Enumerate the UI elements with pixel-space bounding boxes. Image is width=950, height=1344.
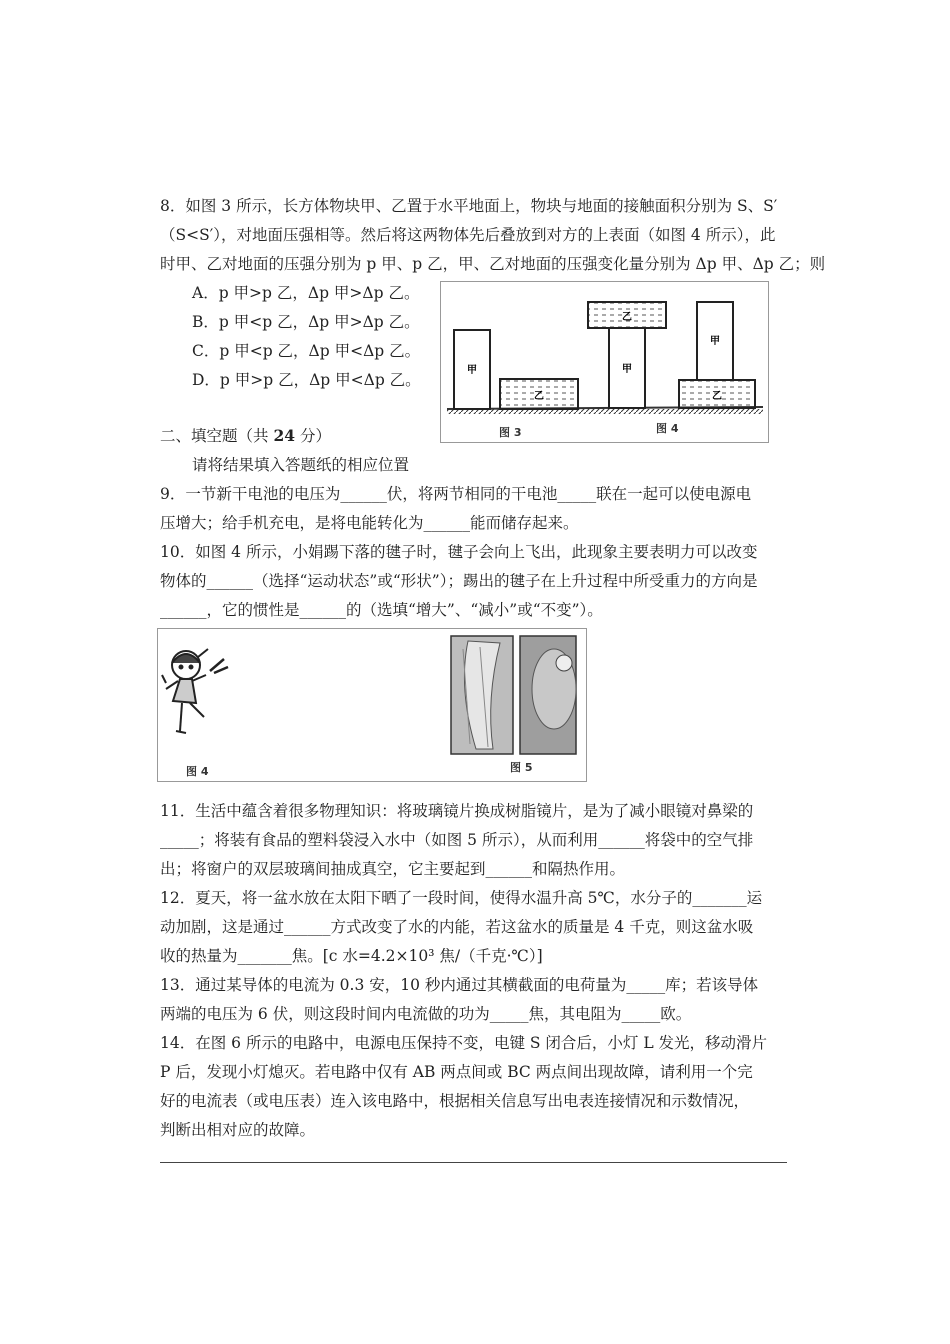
q11-line-2: _____；将装有食品的塑料袋浸入水中（如图 5 所示），从而利用______将袋中的空气排 — [160, 831, 754, 849]
section-2-instruction: 请将结果填入答题纸的相应位置 — [192, 456, 410, 474]
figure-4-caption: 图 4 — [656, 422, 679, 435]
q10-line-3: ______，它的惯性是______的（选填“增大”、“减小”或“不变”）。 — [160, 601, 603, 619]
q11-line-1: 11．生活中蕴含着很多物理知识：将玻璃镜片换成树脂镜片，是为了减小眼镜对鼻梁的 — [160, 802, 754, 820]
figure-4-5 — [157, 628, 587, 782]
q11-line-3: 出；将窗户的双层玻璃间抽成真空，它主要起到______和隔热作用。 — [160, 860, 626, 878]
q10-line-2: 物体的______（选择“运动状态”或“形状”）；踢出的毽子在上升过程中所受重力的方向是 — [160, 572, 758, 590]
section-2-heading-suffix: 分） — [295, 427, 331, 445]
q8-option-c: C．p 甲<p 乙，Δp 甲<Δp 乙。 — [192, 342, 421, 360]
fig3-block-jia: 甲 — [467, 365, 477, 376]
section-2-heading-prefix: 二、填空题（共 — [160, 427, 274, 445]
q8-line-2: （S<S′），对地面压强相等。然后将这两物体先后叠放到对方的上表面（如图 4 所示），此 — [160, 226, 776, 244]
section-2-heading — [160, 426, 331, 446]
q8-line-3: 时甲、乙对地面的压强分别为 p 甲、p 乙，甲、乙对地面的压强变化量分别为 Δp 甲、Δp 乙；则 — [160, 255, 826, 273]
fig3-block-yi: 乙 — [534, 391, 544, 402]
figure-4-kid-caption: 图 4 — [186, 765, 209, 778]
q14-line-4: 判断出相对应的故障。 — [160, 1121, 316, 1139]
q13-line-2: 两端的电压为 6 伏，则这段时间内电流做的功为_____焦，其电阻为_____欧。 — [160, 1005, 692, 1023]
q12-line-1: 12．夏天，将一盆水放在太阳下晒了一段时间，使得水温升高 5℃，水分子的_______运 — [160, 889, 763, 907]
fig4-bottom-yi: 乙 — [712, 391, 722, 402]
q9-line-1: 9．一节新干电池的电压为______伏，将两节相同的干电池_____联在一起可以使电源电 — [160, 485, 752, 503]
q12-line-2: 动加剧，这是通过______方式改变了水的内能，若这盆水的质量是 4 千克，则这盆水吸 — [160, 918, 754, 936]
q14-line-3: 好的电流表（或电压表）连入该电路中，根据相关信息写出电表连接情况和示数情况， — [160, 1092, 750, 1110]
q9-line-2: 压增大；给手机充电，是将电能转化为______能而储存起来。 — [160, 514, 579, 532]
kid-illustration — [162, 649, 228, 733]
q13-line-1: 13．通过某导体的电流为 0.3 安，10 秒内通过其横截面的电荷量为_____库；若该导体 — [160, 976, 759, 994]
q10-line-1: 10．如图 4 所示，小娟踢下落的毽子时，毽子会向上飞出，此现象主要表明力可以改变 — [160, 543, 758, 561]
figure-3-caption: 图 3 — [499, 426, 522, 439]
answer-line — [160, 1162, 787, 1163]
figure-5-caption: 图 5 — [510, 761, 533, 774]
q14-line-2: P 后，发现小灯熄灭。若电路中仅有 AB 两点间或 BC 两点间出现故障，请利用一个完 — [160, 1063, 753, 1081]
figure-3-4-drawing — [441, 282, 768, 442]
figure-3-4 — [440, 281, 769, 443]
q8-line-1: 8．如图 3 所示，长方体物块甲、乙置于水平地面上，物块与地面的接触面积分别为 S、S′ — [160, 197, 778, 215]
q14-line-1: 14．在图 6 所示的电路中，电源电压保持不变，电键 S 闭合后，小灯 L 发光，移动滑片 — [160, 1034, 768, 1052]
section-2-points: 24 — [273, 426, 296, 445]
fig4-top-jia: 甲 — [710, 336, 720, 347]
q8-option-a: A．p 甲>p 乙，Δp 甲>Δp 乙。 — [192, 284, 420, 302]
q8-option-b: B．p 甲<p 乙，Δp 甲>Δp 乙。 — [192, 313, 420, 331]
fig4-bottom-jia: 甲 — [622, 364, 632, 375]
fig4-top-yi: 乙 — [622, 312, 632, 323]
q8-option-d: D．p 甲>p 乙，Δp 甲<Δp 乙。 — [192, 371, 421, 389]
q12-line-3: 收的热量为_______焦。[c 水=4.2×10³ 焦/（千克·℃）] — [160, 947, 543, 965]
